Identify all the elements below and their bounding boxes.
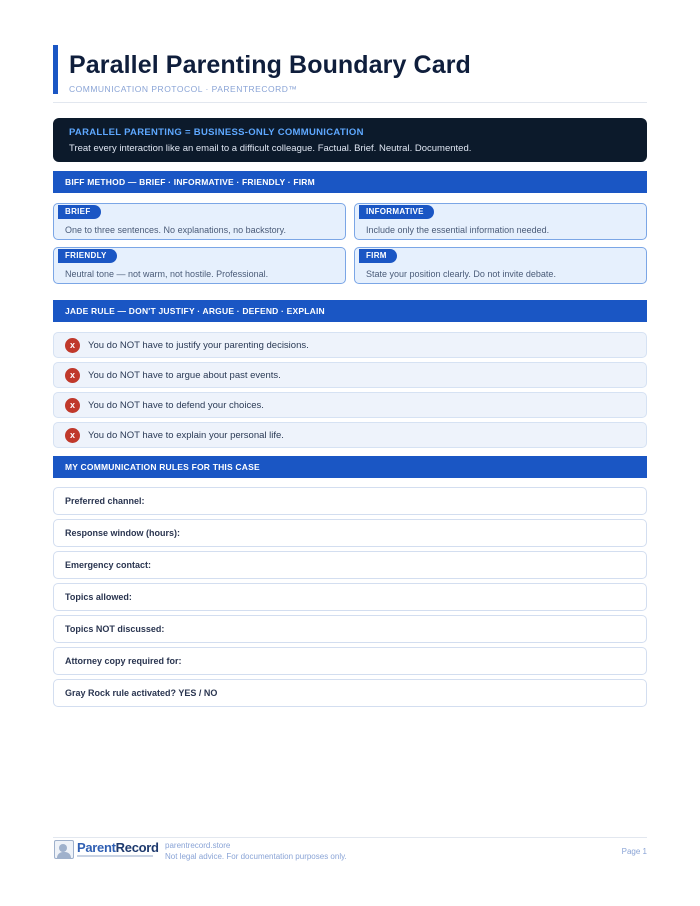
jade-item bbox=[53, 392, 647, 418]
page-title: Parallel Parenting Boundary Card bbox=[69, 51, 471, 79]
jade-item bbox=[53, 422, 647, 448]
footer-info bbox=[165, 840, 347, 862]
intro-box bbox=[53, 118, 647, 162]
page-number: Page 1 bbox=[621, 847, 647, 856]
rule-field-attorney-copy[interactable] bbox=[53, 647, 647, 675]
jade-item bbox=[53, 332, 647, 358]
logo-tagline bbox=[77, 855, 153, 857]
page-subtitle: COMMUNICATION PROTOCOL · PARENTRECORD™ bbox=[69, 84, 298, 94]
biff-card-label: BRIEF bbox=[58, 205, 101, 219]
rule-field-gray-rock[interactable] bbox=[53, 679, 647, 707]
jade-item-text: You do NOT have to justify your parenting decisions. bbox=[88, 340, 309, 351]
rule-field-label: Emergency contact: bbox=[65, 560, 152, 570]
rule-field-label: Topics NOT discussed: bbox=[65, 624, 165, 634]
parentrecord-logo bbox=[54, 840, 159, 860]
header-divider bbox=[53, 102, 647, 103]
logo-wordmark bbox=[77, 840, 159, 855]
biff-section-heading: BIFF METHOD — BRIEF · INFORMATIVE · FRIENDLY · FIRM bbox=[53, 171, 647, 193]
x-icon: x bbox=[65, 368, 80, 383]
x-icon: x bbox=[65, 338, 80, 353]
logo-wordmark-part2: Record bbox=[115, 840, 159, 855]
jade-section-heading: JADE RULE — DON'T JUSTIFY · ARGUE · DEFEND · EXPLAIN bbox=[53, 300, 647, 322]
biff-card-text: One to three sentences. No explanations, no backstory. bbox=[65, 225, 286, 235]
biff-card-label: FIRM bbox=[359, 249, 397, 263]
biff-card-firm bbox=[354, 247, 647, 284]
x-icon: x bbox=[65, 428, 80, 443]
rule-field-label: Topics allowed: bbox=[65, 592, 132, 602]
footer-divider bbox=[53, 837, 647, 838]
jade-item-text: You do NOT have to defend your choices. bbox=[88, 400, 264, 411]
rules-section-heading: MY COMMUNICATION RULES FOR THIS CASE bbox=[53, 456, 647, 478]
rule-field-topics-not-discussed[interactable] bbox=[53, 615, 647, 643]
footer-site: parentrecord.store bbox=[165, 841, 231, 850]
footer-disclaimer: Not legal advice. For documentation purposes only. bbox=[165, 852, 347, 861]
x-icon: x bbox=[65, 398, 80, 413]
rule-field-response-window[interactable] bbox=[53, 519, 647, 547]
rule-field-label: Attorney copy required for: bbox=[65, 656, 182, 666]
rule-field-topics-allowed[interactable] bbox=[53, 583, 647, 611]
jade-item-text: You do NOT have to argue about past events. bbox=[88, 370, 281, 381]
intro-text: Treat every interaction like an email to a difficult colleague. Factual. Brief. Neutral. Documented. bbox=[69, 143, 472, 154]
logo-wordmark-part1: Parent bbox=[77, 840, 116, 855]
rule-field-label: Preferred channel: bbox=[65, 496, 145, 506]
header-accent-bar bbox=[53, 45, 58, 94]
biff-card-label: FRIENDLY bbox=[58, 249, 117, 263]
biff-card-brief bbox=[53, 203, 346, 240]
jade-item bbox=[53, 362, 647, 388]
biff-card-text: Include only the essential information needed. bbox=[366, 225, 550, 235]
jade-item-text: You do NOT have to explain your personal life. bbox=[88, 430, 284, 441]
biff-card-informative bbox=[354, 203, 647, 240]
rule-field-label: Response window (hours): bbox=[65, 528, 181, 538]
biff-card-text: Neutral tone — not warm, not hostile. Professional. bbox=[65, 269, 269, 279]
biff-card-friendly bbox=[53, 247, 346, 284]
family-icon bbox=[54, 840, 74, 859]
rule-field-emergency-contact[interactable] bbox=[53, 551, 647, 579]
biff-card-label: INFORMATIVE bbox=[359, 205, 434, 219]
biff-card-text: State your position clearly. Do not invite debate. bbox=[366, 269, 556, 279]
intro-heading: PARALLEL PARENTING = BUSINESS-ONLY COMMUNICATION bbox=[69, 127, 364, 138]
rule-field-preferred-channel[interactable] bbox=[53, 487, 647, 515]
rule-field-label: Gray Rock rule activated? YES / NO bbox=[65, 688, 218, 698]
